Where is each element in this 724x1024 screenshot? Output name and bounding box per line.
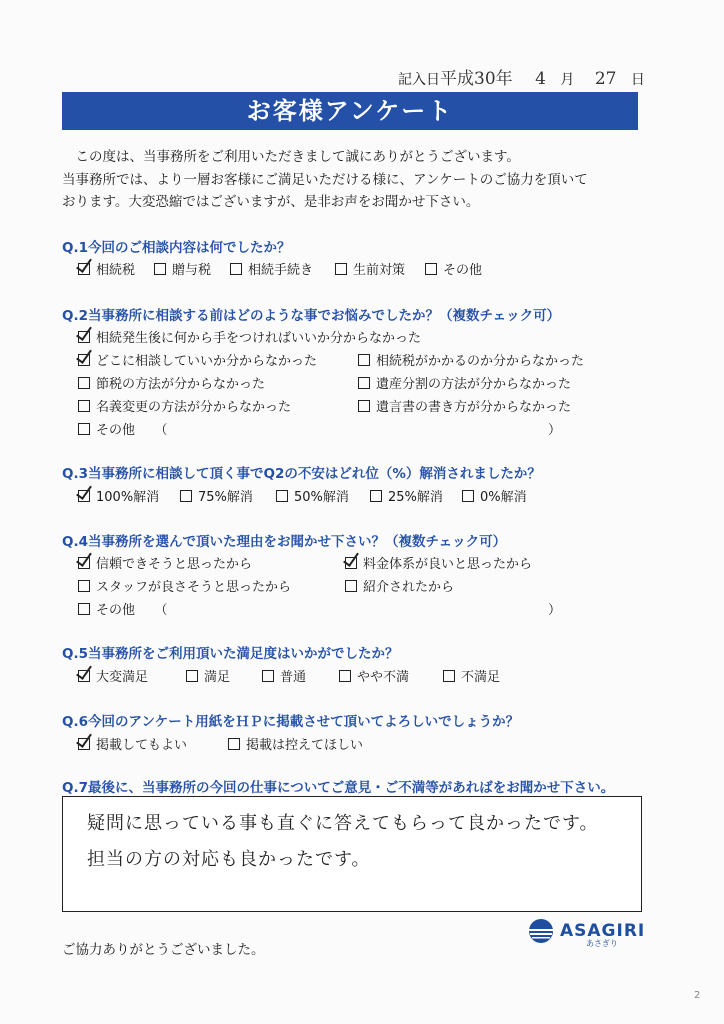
option-label: 相続手続き <box>248 263 314 278</box>
question-2: Q.2当事務所に相談する前はどのような事でお悩みでしたか？（複数チェック可） <box>62 308 561 324</box>
checkbox[interactable] <box>425 263 437 275</box>
option-label: 100%解消 <box>96 490 160 505</box>
checkbox[interactable] <box>78 490 90 502</box>
date-day: 27 <box>594 69 617 89</box>
date-month: 4 <box>535 69 546 89</box>
checkbox[interactable] <box>358 354 370 366</box>
option-label: その他 <box>443 263 483 278</box>
option-label: 0%解消 <box>480 490 527 505</box>
q1-option-gift-tax[interactable] <box>154 259 211 278</box>
date-day-unit: 日 <box>630 72 645 88</box>
intro-line: おります。大変恐縮ではございますが、是非お声をお聞かせ下さい。 <box>62 194 480 210</box>
option-label: 紹介されたから <box>363 580 455 595</box>
question-4: Q.4当事務所を選んで頂いた理由をお聞かせ下さい？（複数チェック可） <box>62 534 507 550</box>
option-label: 普通 <box>280 670 307 685</box>
q3-option-0[interactable] <box>462 486 527 505</box>
date-label: 記入日 <box>398 72 440 88</box>
q5-option-somewhat-unsatisfied[interactable] <box>339 666 409 685</box>
q1-option-planning[interactable] <box>335 259 405 278</box>
q2-option-other[interactable] <box>78 419 168 438</box>
q2-option-2[interactable] <box>78 350 317 369</box>
q2-option-6[interactable] <box>78 396 291 415</box>
comment-line-2: 担当の方の対応も良かったです。 <box>87 849 371 870</box>
q6-option-allow[interactable] <box>78 734 187 753</box>
q2-option-1[interactable] <box>78 327 421 346</box>
option-label: その他 （ <box>96 603 168 618</box>
checkbox[interactable] <box>78 580 90 592</box>
checkbox[interactable] <box>358 377 370 389</box>
question-6: Q.6今回のアンケート用紙をＨＰに掲載させて頂いてよろしいでしょうか？ <box>62 714 520 730</box>
checkbox[interactable] <box>78 738 90 750</box>
q4-other-close-paren: ） <box>548 603 562 618</box>
q4-option-staff[interactable] <box>78 576 291 595</box>
thank-you-text: ご協力ありがとうございました。 <box>62 942 265 958</box>
option-label: どこに相談していいか分からなかった <box>96 354 318 369</box>
page-number: 2 <box>694 990 701 1001</box>
q1-option-procedures[interactable] <box>230 259 313 278</box>
option-label: 掲載は控えてほしい <box>246 738 364 753</box>
option-label: 遺言書の書き方が分からなかった <box>376 400 572 415</box>
checkbox[interactable] <box>276 490 288 502</box>
checkbox[interactable] <box>78 423 90 435</box>
checkbox[interactable] <box>78 263 90 275</box>
logo-name: ASAGIRI <box>560 921 646 941</box>
checkbox[interactable] <box>78 377 90 389</box>
q2-other-close-paren: ） <box>548 423 562 438</box>
q4-option-trust[interactable] <box>78 553 252 572</box>
option-label: 相続税がかかるのか分からなかった <box>376 354 585 369</box>
checkbox[interactable] <box>154 263 166 275</box>
q6-option-decline[interactable] <box>228 734 363 753</box>
option-label: 生前対策 <box>353 263 406 278</box>
checkbox[interactable] <box>186 670 198 682</box>
intro-line: 当事務所では、より一層お客様にご満足いただける様に、アンケートのご協力を頂いて <box>62 171 588 188</box>
question-5: Q.5当事務所をご利用頂いた満足度はいかがでしたか？ <box>62 646 399 662</box>
checkbox[interactable] <box>78 670 90 682</box>
option-label: 相続税 <box>96 263 136 278</box>
company-logo <box>528 918 646 948</box>
option-label: 節税の方法が分からなかった <box>96 377 266 392</box>
q5-option-unsatisfied[interactable] <box>443 666 500 685</box>
checkbox[interactable] <box>180 490 192 502</box>
q3-option-100[interactable] <box>78 486 159 505</box>
option-label: 大変満足 <box>96 670 149 685</box>
checkbox[interactable] <box>339 670 351 682</box>
checkbox[interactable] <box>335 263 347 275</box>
checkbox[interactable] <box>78 603 90 615</box>
intro-text <box>62 146 642 214</box>
question-7: Q.7最後に、当事務所の今回の仕事についてご意見・ご不満等があればをお聞かせ下さい。 <box>62 780 615 796</box>
option-label: 信頼できそうと思ったから <box>96 557 253 572</box>
checkbox[interactable] <box>462 490 474 502</box>
q5-option-very-satisfied[interactable] <box>78 666 148 685</box>
option-label: 遺産分割の方法が分からなかった <box>376 377 572 392</box>
option-label: 贈与税 <box>172 263 212 278</box>
option-label: 75%解消 <box>198 490 253 505</box>
checkbox[interactable] <box>345 580 357 592</box>
q5-option-satisfied[interactable] <box>186 666 230 685</box>
checkbox[interactable] <box>78 400 90 412</box>
q5-option-neutral[interactable] <box>262 666 306 685</box>
q2-option-3[interactable] <box>358 350 584 369</box>
q4-option-fees[interactable] <box>345 553 532 572</box>
q4-option-referral[interactable] <box>345 576 454 595</box>
date-month-unit: 月 <box>560 72 575 88</box>
q4-option-other[interactable] <box>78 599 168 618</box>
option-label: 満足 <box>204 670 231 685</box>
option-label: やや不満 <box>357 670 410 685</box>
checkbox[interactable] <box>370 490 382 502</box>
entry-date <box>398 64 645 89</box>
option-label: スタッフが良さそうと思ったから <box>96 580 292 595</box>
option-label: 50%解消 <box>294 490 349 505</box>
checkbox[interactable] <box>78 557 90 569</box>
option-label: 料金体系が良いと思ったから <box>363 557 533 572</box>
q3-option-25[interactable] <box>370 486 443 505</box>
q3-option-75[interactable] <box>180 486 253 505</box>
question-3: Q.3当事務所に相談して頂く事でQ2の不安はどれ位（%）解消されましたか？ <box>62 466 541 482</box>
q3-option-50[interactable] <box>276 486 349 505</box>
checkbox[interactable] <box>230 263 242 275</box>
option-label: 掲載してもよい <box>96 738 188 753</box>
checkbox[interactable] <box>262 670 274 682</box>
q2-option-5[interactable] <box>358 373 571 392</box>
comment-textarea[interactable] <box>62 796 642 912</box>
intro-line: この度は、当事務所をご利用いただきまして誠にありがとうございます。 <box>62 149 520 165</box>
comment-line-1: 疑問に思っている事も直ぐに答えてもらって良かったです。 <box>87 813 599 834</box>
page-title: お客様アンケート <box>62 92 638 130</box>
q1-option-inheritance-tax[interactable] <box>78 259 135 278</box>
checkbox[interactable] <box>78 331 90 343</box>
option-label: 相続発生後に何から手をつければいいか分からなかった <box>96 331 422 346</box>
date-era: 平成30年 <box>440 69 513 89</box>
question-1: Q.1今回のご相談内容は何でしたか？ <box>62 240 291 256</box>
checkbox[interactable] <box>443 670 455 682</box>
q2-option-4[interactable] <box>78 373 265 392</box>
option-label: その他 （ <box>96 423 168 438</box>
asagiri-logo-icon <box>528 918 554 944</box>
option-label: 不満足 <box>461 670 501 685</box>
q1-option-other[interactable] <box>425 259 482 278</box>
checkbox[interactable] <box>78 354 90 366</box>
q2-option-7[interactable] <box>358 396 571 415</box>
checkbox[interactable] <box>228 738 240 750</box>
option-label: 25%解消 <box>388 490 443 505</box>
logo-subtext: あさぎり <box>586 939 618 948</box>
checkbox[interactable] <box>345 557 357 569</box>
checkbox[interactable] <box>358 400 370 412</box>
option-label: 名義変更の方法が分からなかった <box>96 400 292 415</box>
